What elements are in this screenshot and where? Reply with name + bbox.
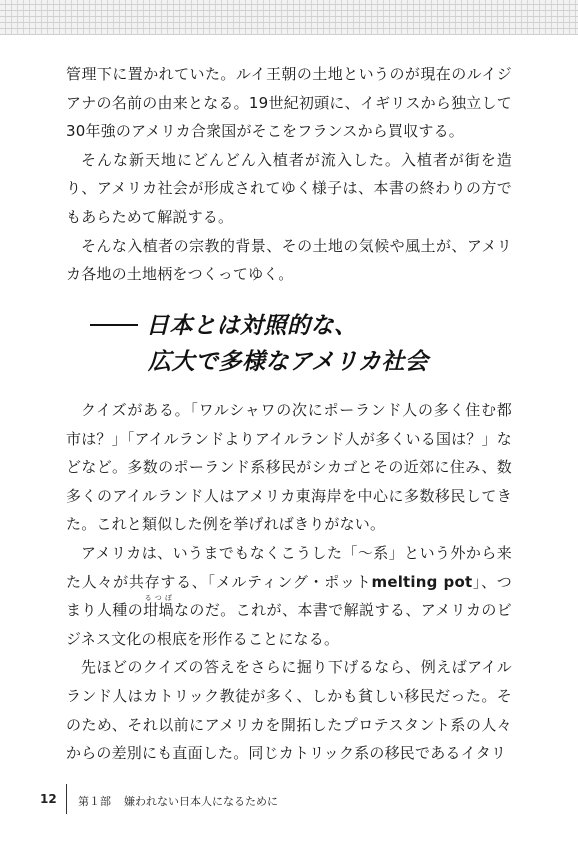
paragraph: クイズがある。「ワルシャワの次にポーランド人の多く住む都市は？」「アイルランドよりアイルランド人が多くいる国は？」などなど。多数のポーランド系移民がシカゴとその近郊に住み、数多くのアイルランド人はアメリカ東海岸を中心に多数移民してきた。これと類似した例を挙げればきりがない。 bbox=[66, 401, 512, 534]
page-number: 12 bbox=[40, 792, 57, 806]
ruby-term bbox=[143, 594, 174, 620]
page-footer bbox=[0, 784, 578, 814]
footer-part-label: 第１部 bbox=[78, 795, 111, 808]
paragraph-text: 」、つまり人種の bbox=[66, 572, 512, 620]
body-text-top bbox=[66, 60, 512, 289]
heading-line-1 bbox=[90, 308, 520, 344]
paragraph-text: なのだ。これが、本書で解説する、アメリカのビジネス文化の根底を形作ることになる。 bbox=[66, 601, 513, 648]
heading-line-2: 広大で多様なアメリカ社会 bbox=[148, 349, 429, 375]
decorative-header-band bbox=[0, 0, 578, 35]
paragraph-text: アメリカは、いうまでもなくこうした「〜系」という外から来た人々が共存する、「メルティング・ポット bbox=[66, 543, 512, 591]
paragraph: 先ほどのクイズの答えをさらに掘り下げるなら、例えばアイルランド人はカトリック教徒が多く、しかも貧しい移民だった。そのため、それ以前にアメリカを開拓したプロテスタント系の人々からの差別にも直面した。同じカトリック系の移民であるイタリ bbox=[66, 658, 512, 763]
body-text-bottom bbox=[66, 396, 512, 768]
latin-term: melting pot bbox=[371, 572, 473, 591]
paragraph: 管理下に置かれていた。ルイ王朝の土地というのが現在のルイジアナの名前の由来となる。19世紀初頭に、イギリスから独立して30年強のアメリカ合衆国がそこをフランスから買収する。 bbox=[66, 65, 512, 141]
em-dash-rule bbox=[90, 324, 138, 326]
heading-line-1-text: 日本とは対照的な、 bbox=[146, 313, 358, 339]
paragraph-melting-pot bbox=[66, 539, 512, 653]
footer-chapter-title: 嫌われない日本人になるために bbox=[124, 795, 278, 808]
ruby-reading: るつぼ bbox=[143, 594, 174, 603]
paragraph: そんな入植者の宗教的背景、その土地の気候や風土が、アメリカ各地の土地柄をつくってゆく。 bbox=[66, 236, 512, 284]
ruby-base: 坩堝 bbox=[143, 601, 174, 620]
footer-divider bbox=[66, 784, 67, 814]
paragraph: そんな新天地にどんどん入植者が流入した。入植者が街を造り、アメリカ社会が形成されてゆく様子は、本書の終わりの方でもあらためて解説する。 bbox=[66, 150, 512, 226]
section-heading bbox=[90, 308, 520, 380]
